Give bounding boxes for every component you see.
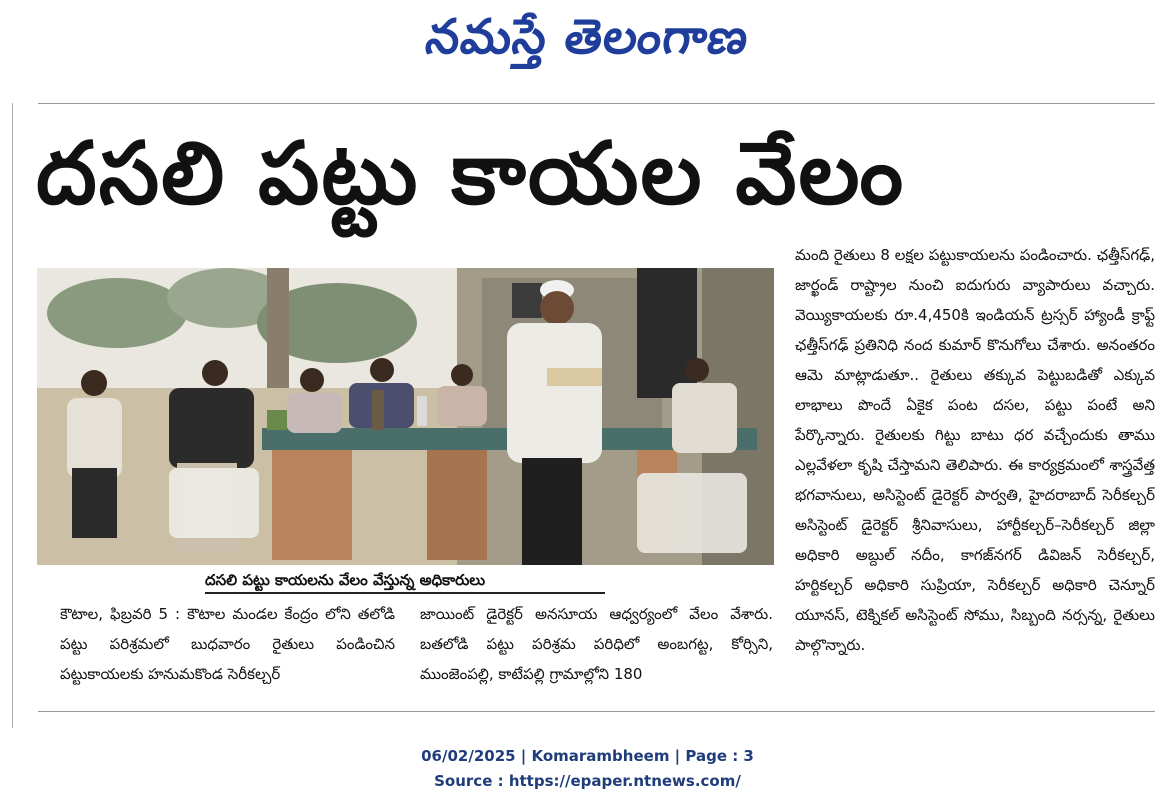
- article-headline: దసలి పట్టు కాయల వేలం: [36, 124, 906, 224]
- article-paragraph: కౌటాల, ఫిబ్రవరి 5 : కౌటాల మండల కేంద్రం లోని తలోడి పట్టు పరిశ్రమలో బుధవారం రైతులు పండించిన పట్టుకాయలకు హనుమకొండ సెరీకల్చర్: [60, 605, 395, 683]
- footer-divider: [38, 711, 1155, 712]
- article-photo: [37, 268, 774, 565]
- article-column-left: [60, 599, 395, 689]
- photo-caption: దసలి పట్టు కాయలను వేలం వేస్తున్న అధికారులు: [205, 568, 605, 594]
- masthead-logo: నమస్తే తెలంగాణ: [422, 9, 753, 65]
- page-border-left: [12, 103, 13, 728]
- footer-date-edition: 06/02/2025 | Komarambheem | Page : 3: [421, 747, 754, 765]
- header-divider: [38, 103, 1155, 104]
- page-footer: [0, 744, 1175, 794]
- article-paragraph: మంది రైతులు 8 లక్షల పట్టుకాయలను పండించారు. ఛత్తీస్‌గఢ్, జార్ఖండ్ రాష్ట్రాల నుంచి ఐదుగురు వ్యాపారులు వచ్చారు. వెయ్యికాయలకు రూ.4,450కి ఇండియన్ ట్రస్సర్ హ్యాండీ క్రాఫ్ట్ ఛత్తీస్‌గఢ్ ప్రతినిధి నంద కుమార్ కొనుగోలు చేశారు. అనంతరం ఆమె మాట్లాడుతూ.. రైతులు తక్కువ పెట్టుబడితో ఎక్కువ లాభాలు పొందే ఏకైక పంట దసల, పట్టు పంటే అని పేర్కొన్నారు. రైతులకు గిట్టు బాటు ధర వచ్చేందుకు తాము ఎల్లవేళలా కృషి చేస్తామని తెలిపారు. ఈ కార్యక్రమంలో శాస్త్రవేత్త భగవానులు, అసిస్టెంట్ డైరెక్టర్ పార్వతి, హైదరాబాద్ సెరీకల్చర్ అసిస్టెంట్ డైరెక్టర్ శ్రీనివాసులు, హార్టీకల్చర్–సెరీకల్చర్ జిల్లా అధికారి అబ్దుల్ నదీం, కాగజ్‌నగర్ డివిజన్ సెరీకల్చర్, హర్టికల్చర్ అధికారి సుప్రియా, సెరీకల్చర్ అధికారి చెన్నూర్ యూనస్, టెక్నికల్ అసిస్టెంట్ సోము, సిబ్బంది నర్సన్న, రైతులు పాల్గొన్నారు.: [795, 246, 1155, 654]
- footer-source: Source : https://epaper.ntnews.com/: [434, 772, 741, 790]
- article-paragraph: జాయింట్ డైరెక్టర్ అనసూయ ఆధ్వర్యంలో వేలం వేశారు. బతలోడి పట్టు పరిశ్రమ పరిధిలో అంబగట్ట, కోర్సిని, ముంజెంపల్లి, కాటేపల్లి గ్రామాల్లోని 180: [420, 605, 773, 683]
- article-column-right: [795, 240, 1155, 660]
- article-column-middle: [420, 599, 773, 689]
